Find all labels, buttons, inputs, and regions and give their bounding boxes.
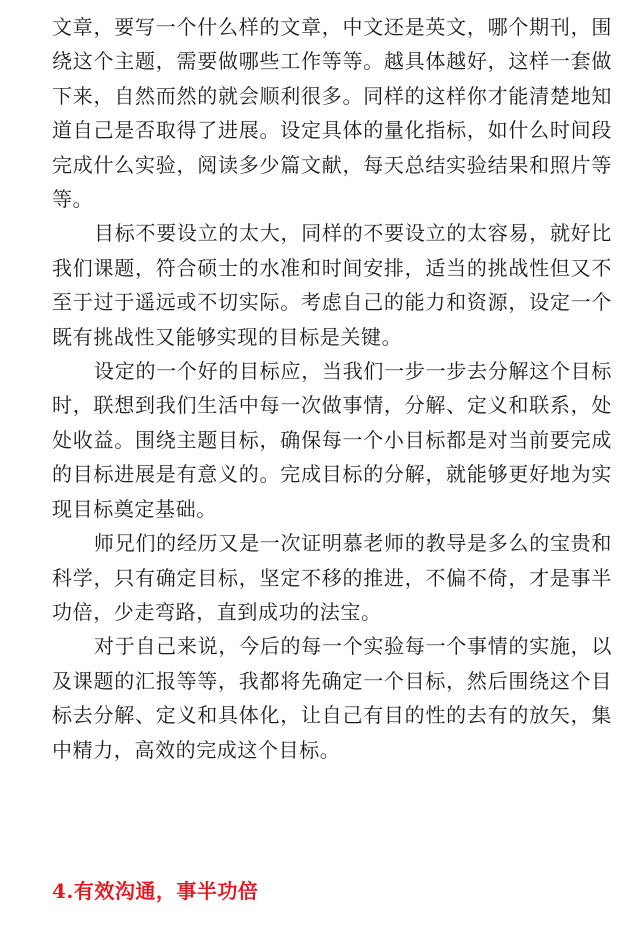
section-heading: 4.有效沟通，事半功倍: [52, 879, 259, 903]
body-paragraph-5: 对于自己来说，今后的每一个实验每一个事情的实施，以及课题的汇报等等，我都将先确定一个目标，然后围绕这个目标去分解、定义和具体化，让自己有目的性的去有的放矢，集中精力，高效的完成这个目标。: [52, 634, 612, 762]
body-paragraph-3: 设定的一个好的目标应，当我们一步一步去分解这个目标时，联想到我们生活中每一次做事情，分解、定义和联系，处处收益。围绕主题目标，确保每一个小目标都是对当前要完成的目标进展是有意义的。完成目标的分解，就能够更好地为实现目标奠定基础。: [52, 359, 612, 521]
body-paragraph-2: 目标不要设立的太大，同样的不要设立的太容易，就好比我们课题，符合硕士的水准和时间安排，适当的挑战性但又不至于过于遥远或不切实际。考虑自己的能力和资源，设定一个既有挑战性又能够实现的目标是关键。: [52, 221, 612, 349]
body-paragraph-4: 师兄们的经历又是一次证明慕老师的教导是多么的宝贵和科学，只有确定目标，坚定不移的推进，不偏不倚，才是事半功倍，少走弯路，直到成功的法宝。: [52, 531, 612, 624]
body-paragraph-1: 文章，要写一个什么样的文章，中文还是英文，哪个期刊，围绕这个主题，需要做哪些工作等等。越具体越好，这样一套做下来，自然而然的就会顺利很多。同样的这样你才能清楚地知道自己是否取得了进展。设定具体的量化指标，如什么时间段完成什么实验，阅读多少篇文献，每天总结实验结果和照片等等。: [52, 15, 612, 212]
